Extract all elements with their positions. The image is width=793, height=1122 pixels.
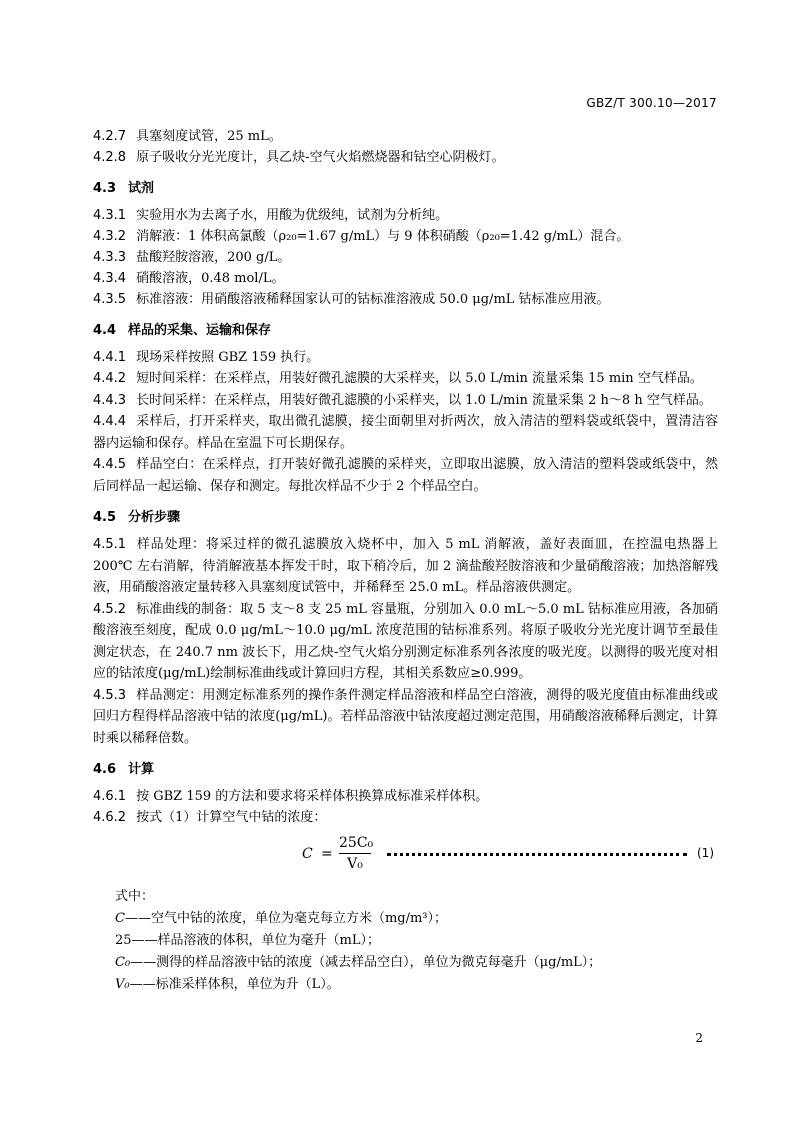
- formula-leader-dots: [387, 847, 687, 856]
- clause-text: 短时间采样：在采样点，用装好微孔滤膜的大采样夹，以 5.0 L/min 流量采集 15 min 空气样品。: [136, 371, 703, 386]
- clause-text: 现场采样按照 GBZ 159 执行。: [136, 350, 320, 365]
- clause-text: 标准溶液：用硝酸溶液稀释国家认可的钴标准溶液成 50.0 μg/mL 钴标准应用液。: [136, 292, 610, 307]
- clause-number: 4.5.1: [93, 537, 127, 552]
- legend-item: [115, 908, 718, 930]
- section-heading-4-3: [93, 178, 718, 199]
- clause-4-5-1: [93, 534, 718, 599]
- section-heading-4-5: [93, 507, 718, 528]
- clause-number: 4.4.2: [93, 371, 127, 386]
- legend-symbol: V₀: [115, 977, 130, 992]
- clause-text: 标准曲线的制备：取 5 支～8 支 25 mL 容量瓶，分别加入 0.0 mL～5.0 mL 钴标准应用液，各加硝酸溶液至刻度，配成 0.0 μg/mL～10.0 μg/mL 浓度范围的钴标准系列。将原子吸收分光光度计调节至最佳测定状态，在 240.7 nm 波长下，用乙炔-空气火焰分别测定标准系列各浓度的吸光度。以测得的吸光度对相应的钴浓度(μg/mL)绘制标准曲线或计算回归方程，其相关系数应≥0.999。: [93, 601, 718, 681]
- clause-text: 消解液：1 体积高氯酸（ρ₂₀=1.67 g/mL）与 9 体积硝酸（ρ₂₀=1.42 g/mL）混合。: [136, 229, 630, 244]
- clause-text: 盐酸羟胺溶液，200 g/L。: [136, 250, 291, 265]
- clause-4-4-4: [93, 411, 718, 454]
- clause-number: 4.5.3: [93, 687, 127, 703]
- legend-item: [115, 974, 718, 996]
- formula-fraction: [339, 834, 374, 874]
- section-title: 分析步骤: [128, 510, 181, 525]
- clause-4-2-8: [93, 147, 718, 168]
- clause-4-4-1: [93, 347, 718, 368]
- clause-4-3-5: [93, 289, 718, 310]
- clause-number: 4.2.8: [93, 150, 127, 165]
- standard-code: GBZ/T 300.10—2017: [586, 96, 717, 110]
- clause-text: 样品测定：用测定标准系列的操作条件测定样品溶液和样品空白溶液，测得的吸光度值由标准曲线或回归方程得样品溶液中钴的浓度(μg/mL)。若样品溶液中钴浓度超过测定范围，用硝酸溶液稀释后测定，计算时乘以稀释倍数。: [93, 687, 718, 746]
- clause-text: 样品空白：在采样点，打开装好微孔滤膜的采样夹，立即取出滤膜，放入清洁的塑料袋或纸袋中，然后同样品一起运输、保存和测定。每批次样品不少于 2 个样品空白。: [93, 457, 718, 494]
- legend-text: ——空气中钴的浓度，单位为毫克每立方米（mg/m³）；: [124, 911, 448, 926]
- section-number: 4.4: [93, 323, 117, 338]
- formula-equals: =: [321, 846, 333, 862]
- section-number: 4.3: [93, 181, 117, 196]
- formula-numerator: 25C₀: [339, 834, 371, 854]
- clause-number: 4.5.2: [93, 601, 127, 617]
- clause-4-3-2: [93, 226, 718, 247]
- clause-number: 4.3.2: [93, 229, 127, 244]
- legend-text: ——样品溶液的体积，单位为毫升（mL）；: [131, 933, 381, 948]
- legend-symbol: C₀: [115, 955, 131, 970]
- clause-4-6-2: [93, 807, 718, 828]
- legend-item: [115, 930, 718, 952]
- clause-4-5-2: [93, 599, 718, 685]
- section-title: 计算: [128, 762, 155, 777]
- section-title: 样品的采集、运输和保存: [128, 323, 272, 338]
- page-content: [93, 126, 718, 996]
- formula-number: (1): [697, 846, 714, 860]
- clause-number: 4.4.5: [93, 457, 127, 472]
- page-number: 2: [695, 1031, 703, 1045]
- clause-number: 4.6.1: [93, 789, 127, 804]
- clause-4-4-3: [93, 390, 718, 412]
- legend-item: [115, 952, 718, 974]
- section-title: 试剂: [128, 181, 155, 196]
- clause-4-6-1: [93, 786, 718, 807]
- clause-number: 4.6.2: [93, 810, 127, 825]
- clause-number: 4.2.7: [93, 129, 127, 144]
- clause-text: 具塞刻度试管，25 mL。: [136, 129, 282, 144]
- clause-4-3-1: [93, 205, 718, 226]
- clause-4-3-3: [93, 247, 718, 268]
- clause-text: 采样后，打开采样夹，取出微孔滤膜，接尘面朝里对折两次，放入清洁的塑料袋或纸袋中，置清洁容器内运输和保存。样品在室温下可长期保存。: [93, 414, 718, 451]
- clause-text: 实验用水为去离子水，用酸为优级纯，试剂为分析纯。: [136, 208, 449, 223]
- section-heading-4-6: [93, 759, 718, 780]
- legend-title: 式中：: [115, 889, 155, 904]
- clause-text: 硝酸溶液，0.48 mol/L。: [136, 271, 285, 286]
- section-number: 4.6: [93, 762, 117, 777]
- section-number: 4.5: [93, 510, 117, 525]
- clause-4-4-5: [93, 454, 718, 497]
- section-heading-4-4: [93, 320, 718, 341]
- clause-text: 原子吸收分光光度计，具乙炔-空气火焰燃烧器和钴空心阴极灯。: [136, 150, 505, 165]
- clause-text: 按式（1）计算空气中钴的浓度：: [136, 810, 327, 825]
- clause-number: 4.4.4: [93, 414, 127, 429]
- clause-4-5-3: [93, 685, 718, 750]
- clause-text: 按 GBZ 159 的方法和要求将采样体积换算成标准采样体积。: [136, 789, 489, 804]
- legend-text: ——测得的样品溶液中钴的浓度（减去样品空白），单位为微克每毫升（μg/mL）；: [130, 955, 602, 970]
- legend-symbol: C: [115, 911, 125, 926]
- clause-text: 样品处理：将采过样的微孔滤膜放入烧杯中，加入 5 mL 消解液，盖好表面皿，在控温电热器上 200℃ 左右消解，待消解液基本挥发干时，取下稍冷后，加 2 滴盐酸羟胺溶液和少量硝酸溶液；加热溶解残液，用硝酸溶液定量转移入具塞刻度试管中，并稀释至 25.0 mL。样品溶液供测定。: [93, 537, 718, 595]
- formula-lhs: C: [302, 846, 313, 862]
- clause-4-2-7: [93, 126, 718, 147]
- formula-denominator: V₀: [347, 856, 363, 872]
- formula-1: [93, 834, 718, 880]
- clause-number: 4.3.5: [93, 292, 127, 307]
- legend-symbol: 25: [115, 933, 132, 948]
- clause-text: 长时间采样：在采样点，用装好微孔滤膜的小采样夹，以 1.0 L/min 流量采集 2 h～8 h 空气样品。: [136, 392, 712, 408]
- clause-number: 4.3.4: [93, 271, 127, 286]
- legend-text: ——标准采样体积，单位为升（L）。: [129, 977, 340, 992]
- clause-number: 4.4.1: [93, 350, 127, 365]
- clause-number: 4.4.3: [93, 392, 127, 408]
- clause-4-3-4: [93, 268, 718, 289]
- clause-number: 4.3.3: [93, 250, 127, 265]
- clause-number: 4.3.1: [93, 208, 127, 223]
- clause-4-4-2: [93, 368, 718, 390]
